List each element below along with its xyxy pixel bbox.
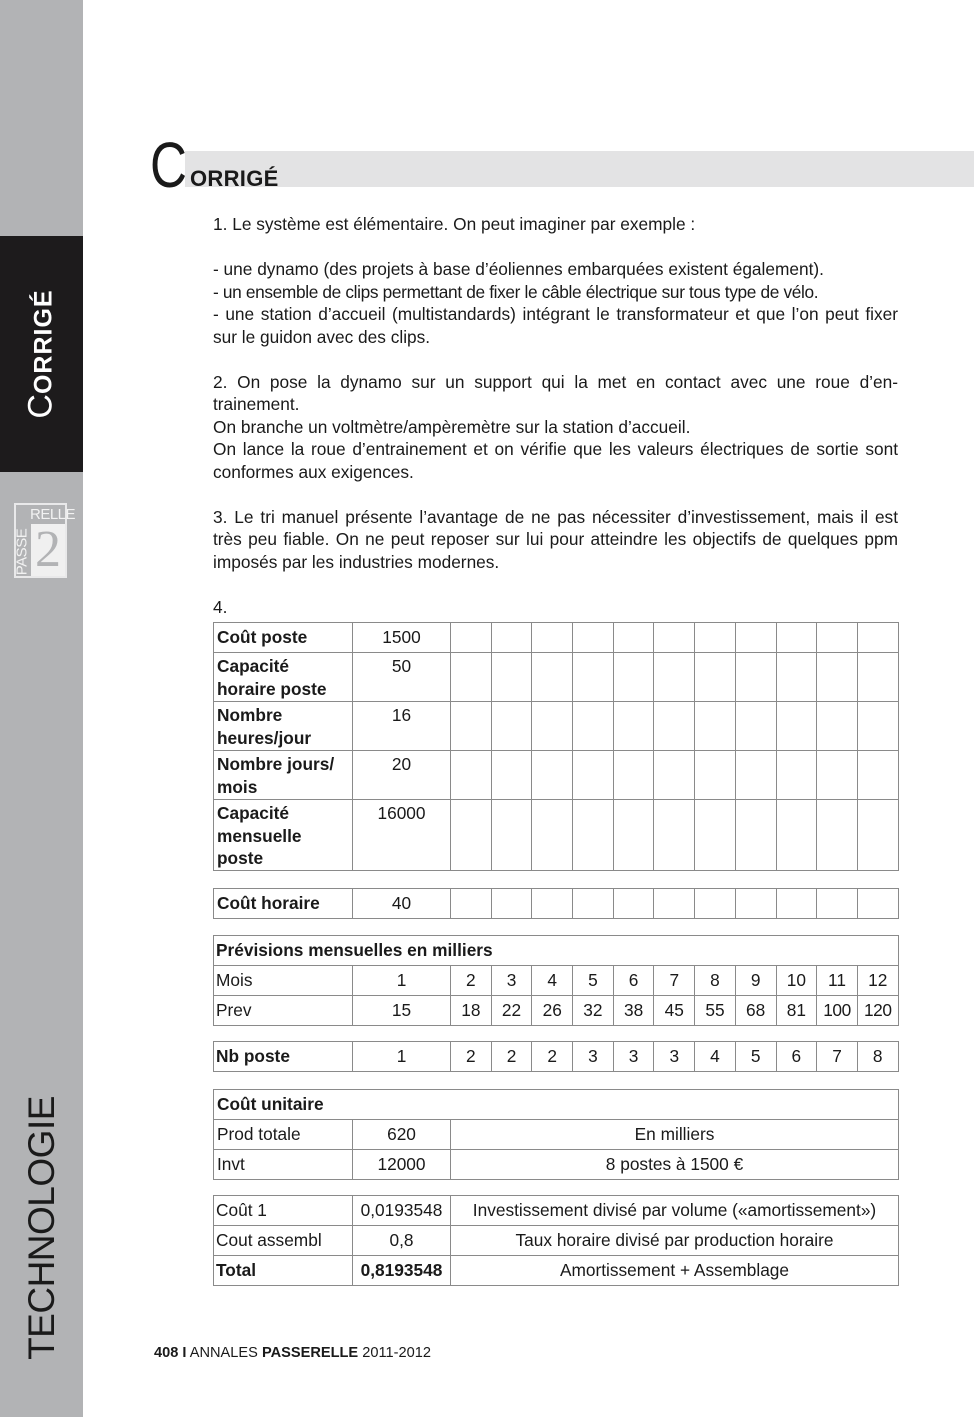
empty-cell	[735, 800, 776, 871]
empty-cell	[776, 751, 817, 800]
empty-cell	[654, 889, 695, 919]
month-cell: 3	[491, 966, 532, 996]
q4-label: 4.	[213, 596, 228, 617]
empty-cell	[654, 702, 695, 751]
empty-cell	[654, 800, 695, 871]
empty-cell	[451, 623, 492, 653]
empty-cell	[573, 800, 614, 871]
table-row	[214, 623, 899, 653]
empty-cell	[817, 889, 858, 919]
empty-cell	[451, 702, 492, 751]
empty-cell	[817, 800, 858, 871]
empty-cell	[573, 623, 614, 653]
row-label: Invt	[214, 1150, 353, 1180]
forecast-cell: 26	[532, 996, 573, 1026]
forecast-cell: 32	[573, 996, 614, 1026]
row-value: 40	[353, 889, 451, 919]
q2-line: On lance la roue d’entrainement et on vérifie que les valeurs électriques de sortie sont conformes aux exigences.	[213, 439, 898, 482]
stations-cell: 3	[613, 1042, 654, 1072]
row-value: 16	[353, 702, 451, 751]
empty-cell	[776, 800, 817, 871]
row-value: 16000	[353, 800, 451, 871]
stations-cell: 2	[491, 1042, 532, 1072]
empty-cell	[573, 751, 614, 800]
empty-cell	[491, 623, 532, 653]
empty-cell	[654, 653, 695, 702]
empty-cell	[735, 889, 776, 919]
empty-cell	[776, 623, 817, 653]
empty-cell	[451, 800, 492, 871]
table-row	[214, 1090, 899, 1120]
row-value: 1500	[353, 623, 451, 653]
empty-cell	[695, 623, 736, 653]
row-value: 0,8	[353, 1226, 451, 1256]
table-row	[214, 1120, 899, 1150]
table-row	[214, 702, 899, 751]
table-row	[214, 1196, 899, 1226]
empty-cell	[491, 702, 532, 751]
row-value: 0,0193548	[353, 1196, 451, 1226]
stations-cell: 6	[776, 1042, 817, 1072]
logo-text-relle: RELLE	[30, 506, 76, 523]
empty-cell	[451, 889, 492, 919]
empty-cell	[695, 800, 736, 871]
empty-cell	[532, 889, 573, 919]
forecast-cell: 18	[451, 996, 492, 1026]
empty-cell	[776, 653, 817, 702]
row-label: Capacité horaire poste	[214, 653, 353, 702]
row-value: 620	[353, 1120, 451, 1150]
row-note: Taux horaire divisé par production horaire	[451, 1226, 899, 1256]
stations-cell: 3	[573, 1042, 614, 1072]
subject-label: TECHNOLOGIE	[21, 1096, 62, 1360]
row-label: Prev	[214, 996, 353, 1026]
row-value: 50	[353, 653, 451, 702]
empty-cell	[857, 751, 898, 800]
empty-cell	[695, 702, 736, 751]
title-initial: C	[150, 129, 187, 201]
section-tab-label	[22, 289, 61, 418]
empty-cell	[532, 702, 573, 751]
row-value: 12000	[353, 1150, 451, 1180]
table-row	[214, 936, 899, 966]
table-row	[214, 800, 899, 871]
unit-cost-table	[213, 1089, 899, 1180]
empty-cell	[695, 653, 736, 702]
empty-cell	[573, 702, 614, 751]
table-row	[214, 1042, 899, 1072]
row-label: Coût poste	[214, 623, 353, 653]
forecast-cell: 15	[353, 996, 451, 1026]
empty-cell	[857, 623, 898, 653]
month-cell: 12	[857, 966, 898, 996]
empty-cell	[613, 889, 654, 919]
month-cell: 6	[613, 966, 654, 996]
stations-cell: 8	[857, 1042, 898, 1072]
table-title: Prévisions mensuelles en milliers	[214, 936, 899, 966]
empty-cell	[491, 800, 532, 871]
hourly-cost-table	[213, 888, 899, 919]
forecast-cell: 81	[776, 996, 817, 1026]
forecast-cell: 22	[491, 996, 532, 1026]
empty-cell	[613, 702, 654, 751]
page-title: ORRIGÉ	[190, 166, 279, 191]
empty-cell	[735, 702, 776, 751]
cost-breakdown-table	[213, 1195, 899, 1286]
stations-cell: 3	[654, 1042, 695, 1072]
row-note: Investissement divisé par volume («amortissement»)	[451, 1196, 899, 1226]
empty-cell	[735, 653, 776, 702]
month-cell: 1	[353, 966, 451, 996]
q1-item: - une station d’accueil (multistandards) intégrant le transformateur et que l’on peut fixer sur le guidon avec des clips.	[213, 304, 898, 347]
month-cell: 4	[532, 966, 573, 996]
forecast-cell: 55	[695, 996, 736, 1026]
row-value: 20	[353, 751, 451, 800]
table-title: Coût unitaire	[214, 1090, 899, 1120]
forecast-cell: 68	[735, 996, 776, 1026]
footer-publication: ANNALES	[189, 1345, 258, 1361]
empty-cell	[532, 751, 573, 800]
empty-cell	[613, 623, 654, 653]
section-tab-initial: C	[21, 394, 60, 419]
row-value: 0,8193548	[353, 1256, 451, 1286]
month-cell: 7	[654, 966, 695, 996]
stations-table	[213, 1041, 899, 1072]
empty-cell	[817, 653, 858, 702]
stations-cell: 5	[735, 1042, 776, 1072]
answer-text	[213, 213, 898, 618]
table-row	[214, 996, 899, 1026]
forecast-table	[213, 935, 899, 1026]
month-cell: 10	[776, 966, 817, 996]
empty-cell	[491, 889, 532, 919]
row-label: Mois	[214, 966, 353, 996]
empty-cell	[654, 751, 695, 800]
q1-item: - une dynamo (des projets à base d’éoliennes embarquées existent également).	[213, 259, 824, 279]
stations-cell: 7	[817, 1042, 858, 1072]
passerelle-logo	[13, 503, 76, 578]
page-footer	[154, 1345, 431, 1361]
q1-item: - un ensemble de clips permettant de fixer le câble électrique sur tous type de vélo.	[213, 281, 819, 302]
empty-cell	[613, 751, 654, 800]
empty-cell	[857, 800, 898, 871]
forecast-cell: 120	[857, 996, 898, 1026]
section-tab-rest: ORRIGÉ	[29, 289, 58, 395]
empty-cell	[532, 800, 573, 871]
row-note: Amortissement + Assemblage	[451, 1256, 899, 1286]
parameters-table	[213, 622, 899, 871]
empty-cell	[776, 702, 817, 751]
row-label: Nb poste	[214, 1042, 353, 1072]
empty-cell	[613, 653, 654, 702]
table-row	[214, 889, 899, 919]
empty-cell	[573, 653, 614, 702]
empty-cell	[654, 623, 695, 653]
empty-cell	[857, 889, 898, 919]
q3-text: 3. Le tri manuel présente l’avantage de ne pas nécessiter d’investissement, mais il est très peu fiable. On ne peut reposer sur lui pour atteindre les objectifs de quelques ppm imposés par les industries modernes.	[213, 506, 898, 572]
empty-cell	[573, 889, 614, 919]
empty-cell	[613, 800, 654, 871]
month-cell: 11	[817, 966, 858, 996]
empty-cell	[695, 889, 736, 919]
empty-cell	[532, 653, 573, 702]
empty-cell	[491, 653, 532, 702]
row-label: Coût horaire	[214, 889, 353, 919]
logo-number: 2	[31, 524, 65, 576]
table-row	[214, 1150, 899, 1180]
row-note: En milliers	[451, 1120, 899, 1150]
table-row	[214, 1226, 899, 1256]
empty-cell	[817, 623, 858, 653]
table-row	[214, 653, 899, 702]
footer-separator: I	[182, 1345, 187, 1361]
stations-cell: 4	[695, 1042, 736, 1072]
empty-cell	[451, 751, 492, 800]
empty-cell	[735, 751, 776, 800]
empty-cell	[451, 653, 492, 702]
stations-cell: 2	[451, 1042, 492, 1072]
empty-cell	[735, 623, 776, 653]
empty-cell	[857, 653, 898, 702]
row-label: Prod totale	[214, 1120, 353, 1150]
q2-line: On branche un voltmètre/ampèremètre sur la station d’accueil.	[213, 416, 691, 437]
stations-cell: 1	[353, 1042, 451, 1072]
table-row	[214, 751, 899, 800]
forecast-cell: 100	[817, 996, 858, 1026]
forecast-cell: 45	[654, 996, 695, 1026]
empty-cell	[491, 751, 532, 800]
empty-cell	[695, 751, 736, 800]
empty-cell	[857, 702, 898, 751]
q2-line: 2. On pose la dynamo sur un support qui la met en contact avec une roue d’en-trainement.	[213, 371, 898, 414]
stations-cell: 2	[532, 1042, 573, 1072]
footer-years: 2011-2012	[362, 1345, 431, 1361]
table-row	[214, 966, 899, 996]
empty-cell	[817, 702, 858, 751]
row-label: Coût 1	[214, 1196, 353, 1226]
empty-cell	[817, 751, 858, 800]
q1-intro: 1. Le système est élémentaire. On peut imaginer par exemple :	[213, 214, 696, 234]
row-label: Capacité mensuelle poste	[214, 800, 353, 871]
row-label: Cout assembl	[214, 1226, 353, 1256]
forecast-cell: 38	[613, 996, 654, 1026]
logo-text-passe: PASSE	[13, 528, 31, 576]
month-cell: 5	[573, 966, 614, 996]
month-cell: 9	[735, 966, 776, 996]
empty-cell	[532, 623, 573, 653]
month-cell: 2	[451, 966, 492, 996]
row-label: Nombre heures/jour	[214, 702, 353, 751]
row-note: 8 postes à 1500 €	[451, 1150, 899, 1180]
row-label: Total	[214, 1256, 353, 1286]
title-band	[185, 151, 974, 187]
page-number: 408	[154, 1345, 179, 1361]
empty-cell	[776, 889, 817, 919]
footer-brand: PASSERELLE	[261, 1345, 359, 1361]
table-row	[214, 1256, 899, 1286]
month-cell: 8	[695, 966, 736, 996]
row-label: Nombre jours/ mois	[214, 751, 353, 800]
